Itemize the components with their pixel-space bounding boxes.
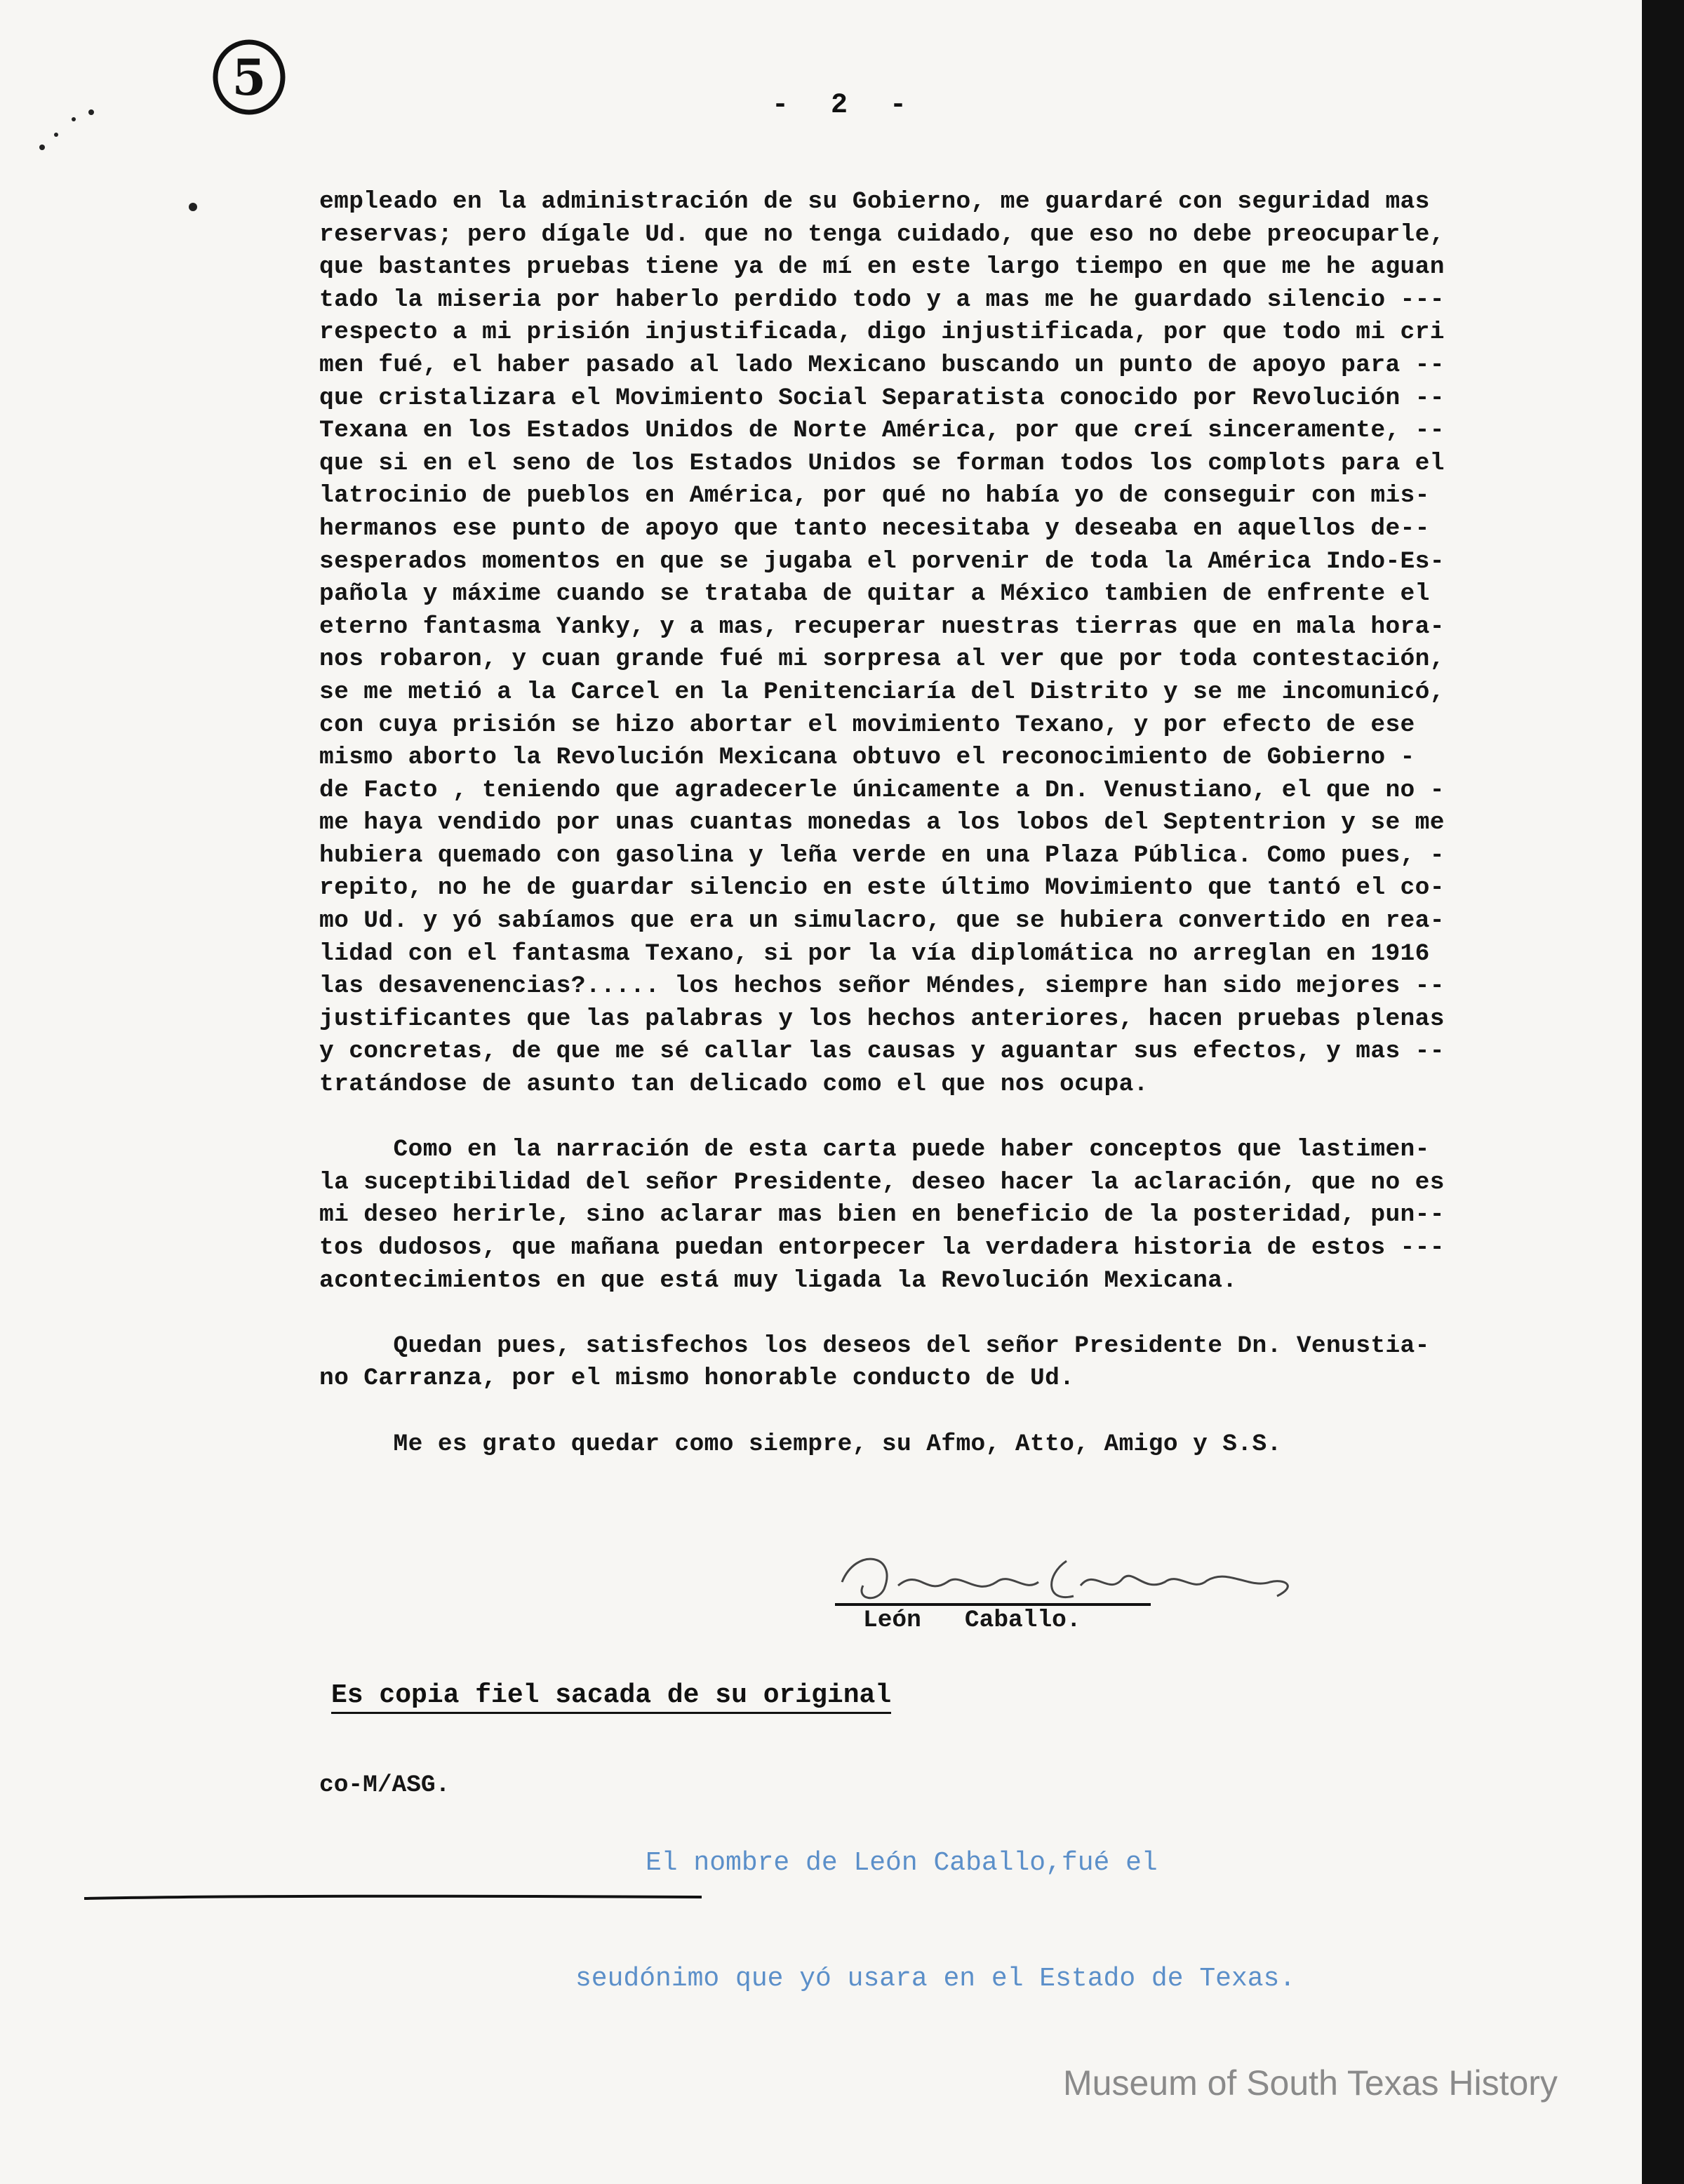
text-line: Como en la narración de esta carta puede haber conceptos que lastimen- <box>319 1136 1430 1164</box>
blue-note-line: seudónimo que yó usara en el Estado de Texas. <box>575 1964 1296 1994</box>
circled-page-mark <box>210 39 288 116</box>
text-line: la suceptibilidad del señor Presidente, deseo hacer la aclaración, que no es <box>319 1168 1445 1196</box>
text-line: mo Ud. y yó sabíamos que era un simulacro, que se hubiera convertido en rea- <box>319 907 1445 935</box>
circle-mark-icon <box>210 39 288 116</box>
text-line: Quedan pues, satisfechos los deseos del señor Presidente Dn. Venustia- <box>319 1332 1430 1360</box>
text-line: acontecimientos en que está muy ligada la Revolución Mexicana. <box>319 1266 1238 1294</box>
text-line: de Facto , teniendo que agradecerle únicamente a Dn. Venustiano, el que no - <box>319 776 1445 804</box>
text-line: me haya vendido por unas cuantas monedas a los lobos del Septentrion y se me <box>319 809 1445 837</box>
text-line: pañola y máxime cuando se trataba de quitar a México tambien de enfrente el <box>319 580 1430 608</box>
blue-note-line: El nombre de León Caballo,fué el <box>646 1848 1158 1878</box>
text-line: tos dudosos, que mañana puedan entorpecer la verdadera historia de estos --- <box>319 1234 1445 1261</box>
museum-watermark: Museum of South Texas History <box>1063 2063 1558 2103</box>
text-line: mismo aborto la Revolución Mexicana obtuvo el reconocimiento de Gobierno - <box>319 744 1415 772</box>
paragraph-3 <box>319 1330 1589 1395</box>
paragraph-1 <box>319 186 1589 1101</box>
text-line: que si en el seno de los Estados Unidos se forman todos los complots para el <box>319 449 1445 477</box>
text-line: empleado en la administración de su Gobierno, me guardaré con seguridad mas <box>319 188 1430 215</box>
text-line: hermanos ese punto de apoyo que tanto necesitaba y deseaba en aquellos de-- <box>319 514 1430 542</box>
pencil-stroke <box>84 1894 702 1903</box>
text-line: con cuya prisión se hizo abortar el movimiento Texano, y por efecto de ese <box>319 711 1415 739</box>
text-line: las desavenencias?..... los hechos señor Méndes, siempre han sido mejores -- <box>319 972 1445 1000</box>
text-line: tratándose de asunto tan delicado como el que nos ocupa. <box>319 1071 1149 1099</box>
closing-line: Me es grato quedar como siempre, su Afmo, Atto, Amigo y S.S. <box>319 1430 1282 1458</box>
text-line: justificantes que las palabras y los hechos anteriores, hacen pruebas plenas <box>319 1005 1445 1033</box>
scan-edge <box>1642 0 1684 2184</box>
signature-name: León Caballo. <box>863 1607 1081 1634</box>
text-line: nos robaron, y cuan grande fué mi sorpresa al ver que por toda contestación, <box>319 645 1445 674</box>
text-line: que bastantes pruebas tiene ya de mí en este largo tiempo en que me he aguan <box>319 253 1445 281</box>
text-line: no Carranza, por el mismo honorable conducto de Ud. <box>319 1365 1075 1393</box>
text-line: mi deseo herirle, sino aclarar mas bien en beneficio de la posteridad, pun-- <box>319 1201 1445 1229</box>
text-line: latrocinio de pueblos en América, por qué no había yo de conseguir con mis- <box>319 482 1430 510</box>
text-line: tado la miseria por haberlo perdido todo y a mas me he guardado silencio --- <box>319 286 1445 314</box>
text-line: Texana en los Estados Unidos de Norte América, por que creí sinceramente, -- <box>319 417 1445 445</box>
text-line: sesperados momentos en que se jugaba el porvenir de toda la América Indo-Es- <box>319 547 1445 575</box>
blue-annotation <box>575 1767 1296 2075</box>
text-line: hubiera quemado con gasolina y leña verde en una Plaza Pública. Como pues, - <box>319 841 1445 869</box>
text-line: respecto a mi prisión injustificada, digo injustificada, por que todo mi cri <box>319 319 1445 347</box>
letter-body <box>319 186 1589 1461</box>
text-line: se me metió a la Carcel en la Penitenciaría del Distrito y se me incomunicó, <box>319 678 1445 706</box>
typist-initials: co-M/ASG. <box>319 1771 450 1799</box>
copy-note: Es copia fiel sacada de su original <box>331 1680 891 1714</box>
paragraph-2 <box>319 1134 1589 1297</box>
text-line: repito, no he de guardar silencio en este último Movimiento que tantó el co- <box>319 874 1445 902</box>
text-line: reservas; pero dígale Ud. que no tenga cuidado, que eso no debe preocuparle, <box>319 220 1445 248</box>
text-line: que cristalizara el Movimiento Social Separatista conocido por Revolución -- <box>319 384 1445 412</box>
text-line: lidad con el fantasma Texano, si por la vía diplomática no arreglan en 1916 <box>319 939 1430 967</box>
text-line: eterno fantasma Yanky, y a mas, recuperar nuestras tierras que en mala hora- <box>319 612 1445 641</box>
text-line: y concretas, de que me sé callar las causas y aguantar sus efectos, y mas -- <box>319 1038 1445 1066</box>
page-number: - 2 - <box>772 90 920 121</box>
text-line: men fué, el haber pasado al lado Mexicano buscando un punto de apoyo para -- <box>319 351 1445 379</box>
circled-number: 5 <box>232 48 267 107</box>
